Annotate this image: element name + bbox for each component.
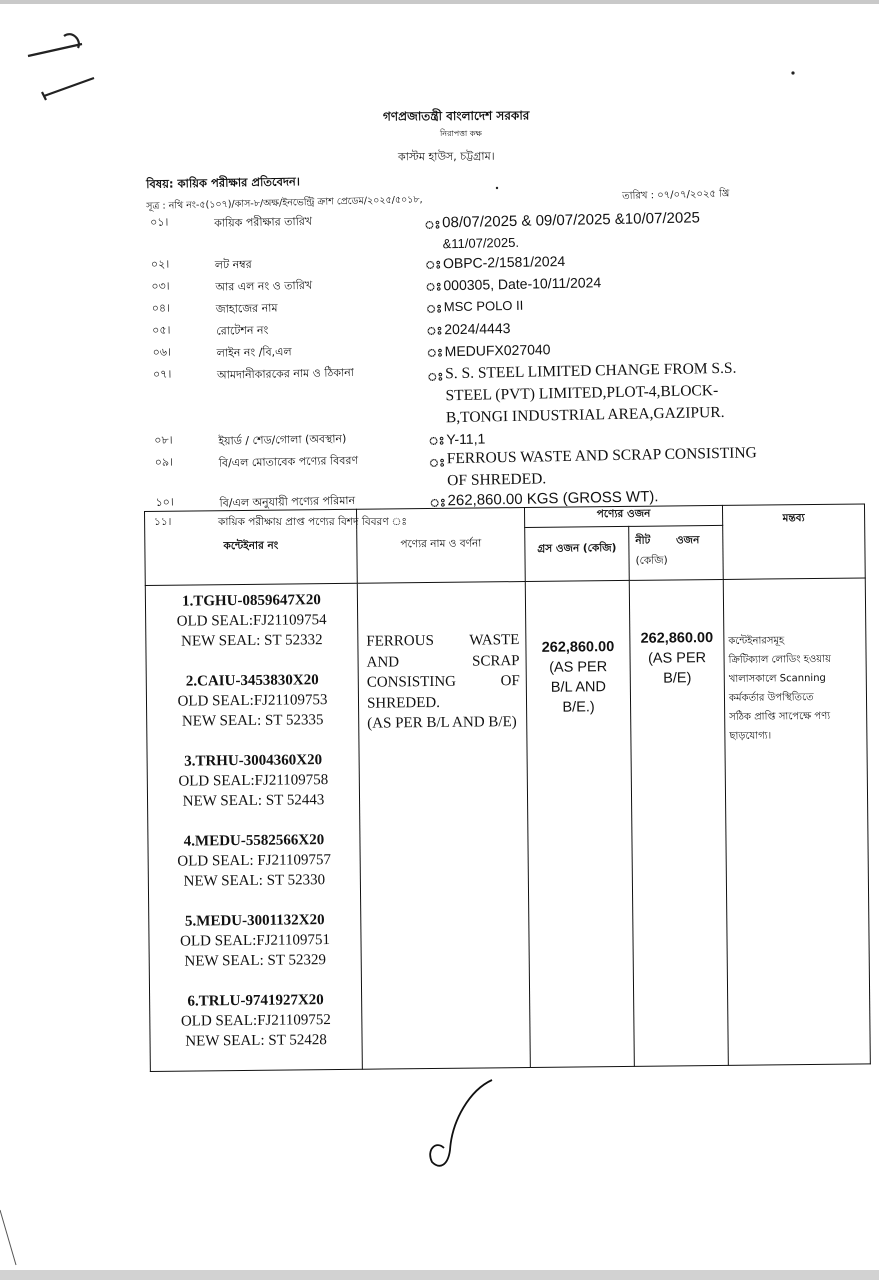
net-weight-value: 262,860.00 [640, 630, 714, 647]
container-id: 4.MEDU-5582566X20 [183, 832, 325, 850]
goods-description: FERROUS WASTE AND SCRAP CONSISTING OF SHREDED. [366, 632, 520, 712]
field-label-exam-date: কায়িক পরীক্ষার তারিখ [214, 214, 313, 230]
handwritten-mark-topleft [28, 34, 94, 100]
container-entry [147, 670, 359, 732]
field-colon: ঃ [428, 456, 446, 470]
field-value-vessel: MSC POLO II [443, 297, 524, 315]
old-seal: OLD SEAL:FJ21109751 [179, 932, 331, 950]
header-container-text: কন্টেইনার নং [223, 539, 279, 553]
field-value-line-bl: MEDUFX027040 [444, 341, 551, 360]
header-net-line1: নীট ওজন [635, 534, 700, 547]
office-heading: কাস্টম হাউস, চট্টগ্রাম। [397, 149, 495, 164]
new-seal: NEW SEAL: ST 52329 [184, 952, 327, 970]
subject-line: বিষয়: কায়িক পরীক্ষার প্রতিবেদন। [146, 174, 301, 191]
field-number: ০১। [150, 215, 169, 229]
old-seal: OLD SEAL:FJ21109758 [178, 772, 329, 790]
field-number: ০৫। [152, 323, 171, 337]
container-entry [148, 750, 360, 812]
field-value-goods-bl-line2: OF SHREDED. [447, 470, 547, 490]
field-value-quantity: 262,860.00 KGS (GROSS WT). [447, 488, 659, 510]
remarks-line: ছাড়যোগ্য। [729, 730, 772, 742]
field-number: ০৯। [154, 455, 174, 469]
field-label-rotation: রোটেশন নং [216, 323, 269, 338]
reference-line: সূত্র : নথি নং-৫(১০৭)/কাস-৮/অক্ষ/ইনভেন্ট্রি ক্রাশ প্রেডেম/২০২৫/৫০১৮, [146, 194, 423, 212]
speck [791, 71, 794, 74]
net-note-line: (AS PER [647, 650, 707, 667]
field-value-yard: Y-11,1 [446, 430, 486, 448]
header-net-line2: (কেজি) [635, 554, 668, 567]
signature [430, 1080, 492, 1166]
corner-line [0, 1210, 16, 1265]
header-remarks-text: মন্তব্য [782, 512, 805, 525]
field-colon: ঃ [426, 346, 444, 360]
gross-weight-cell [525, 580, 634, 1067]
item11-number: ১১। [154, 516, 172, 528]
remarks-line: কর্মকর্তার উপস্থিতিতে [728, 691, 814, 704]
header-container [145, 509, 358, 585]
field-number: ০৪। [151, 301, 171, 315]
field-colon: ঃ [424, 258, 442, 272]
field-number: ০৭। [152, 367, 172, 381]
gross-note-line: B/L AND [550, 679, 606, 696]
field-label-quantity: বি/এল অনুযায়ী পণ্যের পরিমান [219, 494, 356, 510]
field-colon: ঃ [425, 302, 443, 316]
header-gross [525, 526, 630, 581]
remarks-line: কন্টেইনারসমূহ [728, 635, 785, 647]
goods-note: (AS PER B/L AND B/E) [367, 714, 517, 732]
remarks-line: ক্রিটিক্যাল লোডিং হওয়ায় [728, 653, 832, 666]
new-seal: NEW SEAL: ST 52335 [181, 712, 324, 730]
field-list [144, 201, 850, 514]
container-entry [150, 990, 362, 1052]
field-value-importer-line3: B,TONGI INDUSTRIAL AREA,GAZIPUR. [445, 403, 725, 427]
remarks-line: খালাসকালে Scanning [728, 672, 826, 685]
container-id: 6.TRLU-9741927X20 [187, 992, 324, 1010]
net-note-line: B/E) [663, 670, 692, 687]
new-seal: NEW SEAL: ST 52428 [185, 1032, 327, 1050]
field-colon: ঃ [424, 218, 441, 232]
field-label-importer: আমদানীকারকের নাম ও ঠিকানা [216, 366, 355, 382]
header-goods-text: পণ্যের নাম ও বর্ণনা [400, 537, 482, 551]
field-colon: ঃ [427, 370, 444, 384]
container-entry [148, 830, 360, 892]
new-seal: NEW SEAL: ST 52332 [181, 632, 323, 650]
container-entry [149, 910, 361, 972]
field-value-rotation: 2024/4443 [444, 319, 511, 338]
field-number: ০২। [150, 257, 170, 271]
remarks-cell [723, 578, 870, 1065]
inspection-table [144, 503, 871, 1072]
field-colon: ঃ [428, 434, 445, 448]
government-heading: গণপ্রজাতন্ত্রী বাংলাদেশ সরকার [382, 108, 530, 124]
field-value-rl: 000305, Date-10/11/2024 [443, 274, 602, 294]
field-number: ০৩। [151, 279, 170, 293]
field-number: ১০। [155, 495, 174, 509]
field-value-exam-date: 08/07/2025 & 09/07/2025 &10/07/2025 [442, 209, 701, 232]
field-label-vessel: জাহাজের নাম [215, 301, 278, 316]
field-value-importer: S. S. STEEL LIMITED CHANGE FROM S.S. [444, 359, 737, 383]
old-seal: OLD SEAL:FJ21109753 [177, 692, 328, 710]
header-gross-text: গ্রস ওজন (কেজি) [537, 542, 617, 555]
item11-label: কায়িক পরীক্ষায় প্রাপ্ত পণ্যের বিশদ বিবরণ ঃ [218, 516, 408, 528]
field-value-exam-date-cont: &11/07/2025. [442, 234, 520, 252]
gross-weight-value: 262,860.00 [541, 639, 615, 656]
field-label-goods-bl: বি/এল মোতাবেক পণ্যের বিবরণ [218, 453, 359, 470]
field-label-rl: আর এল নং ও তারিখ [215, 278, 313, 294]
field-label-yard: ইয়ার্ড / শেড/গোলা (অবস্থান) [218, 432, 347, 448]
field-number: ০৬। [152, 345, 172, 359]
speck [496, 187, 498, 189]
old-seal: OLD SEAL:FJ21109752 [180, 1012, 331, 1030]
header-remarks [722, 504, 865, 579]
field-label-lot: লট নম্বর [214, 257, 252, 272]
office-subheading: নিরাপত্তা কক্ষ [440, 129, 482, 138]
container-cell [145, 583, 362, 1071]
remarks-line: সঠিক প্রাপ্তি সাপেক্ষে পণ্য [729, 710, 831, 723]
field-value-importer-line2: STEEL (PVT) LIMITED,PLOT-4,BLOCK- [445, 382, 719, 405]
container-id: 2.CAIU-3453830X20 [185, 672, 319, 690]
field-colon: ঃ [425, 280, 442, 294]
header-weight [524, 505, 722, 527]
date-line: তারিখ : ০৭/০৭/২০২৫ খ্রি [622, 188, 730, 202]
old-seal: OLD SEAL: FJ21109757 [177, 852, 332, 870]
field-label-line-bl: লাইন নং /বি,এল [216, 345, 292, 360]
container-id: 1.TGHU-0859647X20 [181, 592, 321, 610]
container-entry [146, 590, 358, 652]
container-id: 5.MEDU-3001132X20 [184, 912, 325, 930]
field-colon: ঃ [426, 324, 443, 338]
gross-note-line: B/E.) [562, 699, 595, 716]
new-seal: NEW SEAL: ST 52443 [182, 792, 325, 810]
header-net [629, 525, 724, 580]
net-weight-cell [629, 579, 728, 1066]
field-value-goods-bl: FERROUS WASTE AND SCRAP CONSISTING [446, 444, 757, 468]
header-goods [356, 508, 525, 584]
field-number: ০৮। [154, 433, 173, 447]
gross-note-line: (AS PER [549, 659, 608, 676]
field-value-lot: OBPC-2/1581/2024 [442, 252, 566, 272]
container-id: 3.TRHU-3004360X20 [184, 752, 323, 770]
header-weight-text: পণ্যের ওজন [596, 507, 651, 521]
field-colon: ঃ [429, 496, 446, 510]
old-seal: OLD SEAL:FJ21109754 [176, 612, 327, 630]
new-seal: NEW SEAL: ST 52330 [183, 872, 326, 890]
goods-cell [357, 582, 530, 1070]
